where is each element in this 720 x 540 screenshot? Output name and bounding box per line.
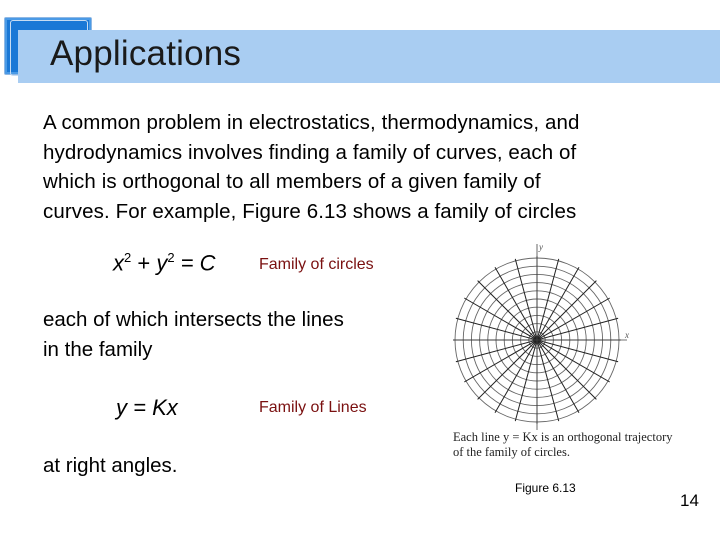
figure-label: Figure 6.13 xyxy=(515,481,576,495)
circle-equation-label: Family of circles xyxy=(259,256,374,273)
middle-line: in the family xyxy=(43,337,153,361)
x-axis-label: x xyxy=(625,330,629,340)
intro-line: curves. For example, Figure 6.13 shows a family of circles xyxy=(43,199,577,223)
intro-paragraph xyxy=(43,108,703,226)
middle-line: each of which intersects the lines xyxy=(43,308,344,331)
closing-text: at right angles. xyxy=(43,454,178,477)
intro-line: which is orthogonal to all members of a given family of xyxy=(43,170,541,193)
circle-equation: $x^2 + y^2 = C$ xyxy=(113,250,216,276)
intro-line: hydrodynamics involves finding a family of curves, each of xyxy=(43,140,577,164)
page-title: Applications xyxy=(50,34,242,73)
orthogonal-trajectories-figure xyxy=(445,238,635,433)
figure-6-13 xyxy=(445,238,635,438)
page-number: 14 xyxy=(680,491,699,510)
figure-caption: Each line y = Kx is an orthogonal trajectory of the family of circles. xyxy=(453,430,673,459)
line-equation: y = Kx xyxy=(116,395,178,420)
line-equation-label: Family of Lines xyxy=(259,399,367,416)
middle-paragraph xyxy=(43,305,344,364)
intro-line: A common problem in electrostatics, thermodynamics, and xyxy=(43,111,580,134)
y-axis-label: y xyxy=(539,242,543,252)
